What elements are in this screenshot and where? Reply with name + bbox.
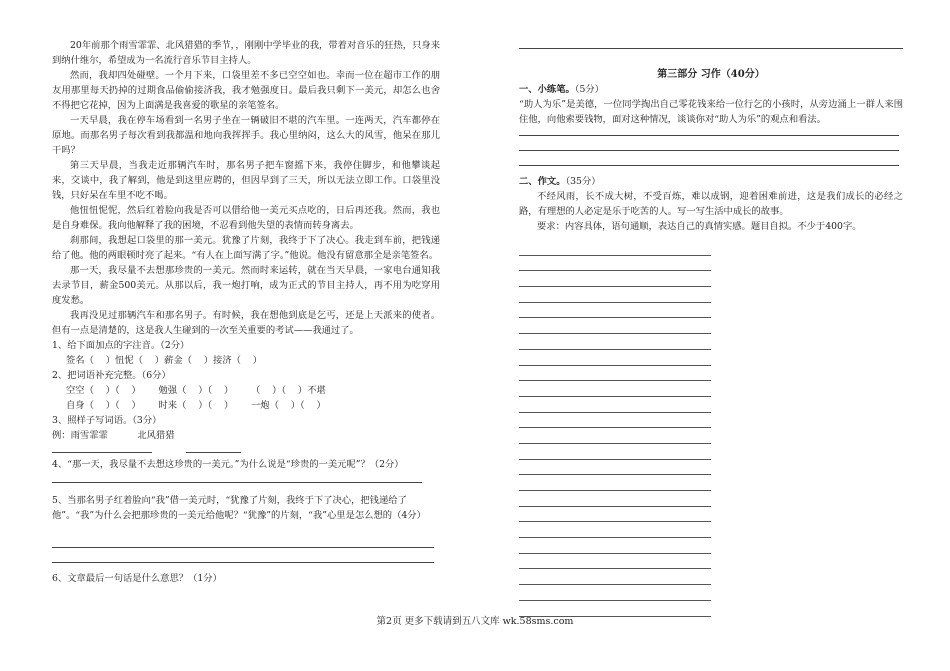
composition-line[interactable] (519, 271, 711, 287)
composition-line[interactable] (519, 460, 711, 476)
story-paragraph-4: 第三天早晨，当我走近那辆汽车时，那名男子把车窗摇下来，我停住脚步，和他攀谈起来，交谈中，我了解到，他是到这里应聘的，但因早到了三天，所以无法立即工作。口袋里没钱，只好呆在车里不吃不喝。 (52, 160, 440, 201)
composition-line[interactable] (519, 350, 711, 366)
question-2-blanks-row-2[interactable]: 自身（ ）（ ） 时来（ ）（ ） 一炮（ ）（ ） (66, 400, 326, 411)
composition-line[interactable] (519, 397, 711, 413)
composition-line[interactable] (519, 413, 711, 429)
question-3-example: 例：雨雪霏霏 北风猎猎 (52, 430, 175, 441)
exercise-2-score: （35分） (565, 176, 601, 187)
page-footer: 第2页 更多下载请到五八文库 wk.58sms.com (376, 616, 574, 627)
question-4: 4、“那一天，我尽量不去想这珍贵的一美元。”为什么说是“珍贵的一美元呢”？（2分） (52, 459, 404, 470)
question-3-answer-lines[interactable] (52, 443, 440, 453)
question-1-blanks[interactable]: 签名（ ）忸怩（ ）薪金（ ）接济（ ） (66, 355, 263, 366)
question-3: 3、照样子写词语。（3分） (52, 415, 162, 426)
story-paragraph-3: 一天早晨，我在停车场看到一名男子坐在一辆破旧不堪的汽车里。一连两天，汽车都停在原地。而那名男子每次看到我都温和地向我挥挥手。我心里纳闷，这么大的风雪，他呆在那儿干吗？ (52, 115, 440, 156)
story-paragraph-5: 他忸忸怩怩，然后红着脸向我是否可以借给他一美元买点吃的，日后再还我。然而，我也是自身难保。我向他解释了我的困境，不忍看到他失望的表情而转身离去。 (52, 205, 440, 231)
question-2-blanks-row-1[interactable]: 空空（ ）（ ） 勉强（ ）（ ） （ ）（ ）不堪 (66, 385, 326, 396)
composition-line[interactable] (519, 522, 711, 538)
composition-line[interactable] (519, 240, 711, 256)
story-paragraph-6: 刹那间，我想起口袋里的那一美元。犹豫了片刻，我终于下了决心。我走到车前，把钱递给了他。他的两眼顿时亮了起来。“有人在上面写满了字。”他说。他没有留意那全是亲笔签名。 (52, 235, 440, 261)
composition-line[interactable] (519, 585, 711, 601)
composition-line[interactable] (519, 554, 711, 570)
composition-line[interactable] (519, 303, 711, 319)
top-answer-line[interactable] (519, 38, 903, 49)
composition-lines[interactable] (519, 240, 903, 617)
question-4-answer-line[interactable] (52, 472, 422, 483)
exercise-1-label: 一、小练笔。 (519, 84, 575, 95)
story-paragraph-2: 然而，我却四处碰壁。一个月下来，口袋里差不多已空空如也。幸而一位在超市工作的朋友用那里每天扔掉的过期食品偷偷接济我，我才勉强度日。最后我只剩下一美元，却怎么也舍不得把它花掉，因为上面满是我喜爱的歌星的亲笔签名。 (52, 70, 440, 111)
question-1: 1、给下面加点的字注音。（2分） (52, 340, 190, 351)
composition-line[interactable] (519, 507, 711, 523)
answer-line[interactable] (52, 443, 152, 453)
exercise-2-label: 二、作文。 (519, 176, 566, 187)
left-column (52, 38, 440, 586)
composition-line[interactable] (519, 334, 711, 350)
composition-line[interactable] (519, 318, 711, 334)
exercise-1-answer-line[interactable] (519, 136, 899, 151)
exercise-1-answer-line[interactable] (519, 127, 899, 136)
answer-line[interactable] (186, 443, 241, 453)
exercise-2-prompt: 不经风雨，长不成大树，不受百炼，难以成钢，迎着困难前进，这是我们成长的必经之路，有理想的人必定是乐于吃苦的人。写一写生活中成长的故事。 (519, 191, 903, 217)
exercise-1-score: （5分） (574, 84, 604, 95)
exercise-1-answer-line[interactable] (519, 151, 899, 166)
composition-line[interactable] (519, 366, 711, 382)
composition-line[interactable] (519, 538, 711, 554)
question-5: 5、当那名男子红着脸向“我”借一美元时，“犹豫了片刻，我终于下了决心，把钱递给了他”。“我”为什么会把那珍贵的一美元给他呢？“犹豫”的片刻，“我”心里是怎么想的（4分） (52, 495, 426, 521)
exercise-1-heading (519, 82, 903, 97)
composition-line[interactable] (519, 569, 711, 585)
part-3-title: 第三部分 习作（40分） (657, 69, 765, 80)
question-5-answer-line-2[interactable] (52, 548, 434, 563)
question-6: 6、文章最后一句话是什么意思？（1分） (52, 573, 222, 584)
composition-line[interactable] (519, 491, 711, 507)
question-2: 2、把词语补充完整。（6分） (52, 370, 171, 381)
composition-line[interactable] (519, 428, 711, 444)
composition-line[interactable] (519, 444, 711, 460)
right-column (519, 38, 903, 617)
story-paragraph-8: 我再没见过那辆汽车和那名男子。有时候，我在想他到底是乞丐，还是上天派来的使者。但有一点是清楚的，这是我人生碰到的一次至关重要的考试——我通过了。 (52, 310, 440, 336)
composition-line[interactable] (519, 256, 711, 272)
exercise-2-requirements: 要求：内容具体，语句通顺，表达自己的真情实感。题目自拟。不少于400字。 (537, 221, 862, 232)
story-paragraph-7: 那一天，我尽量不去想那珍贵的一美元。然而时来运转，就在当天早晨，一家电台通知我去录节目，薪金500美元。从那以后，我一炮打响，成为正式的节目主持人，再不用为吃穿用度发愁。 (52, 265, 440, 306)
composition-line[interactable] (519, 287, 711, 303)
question-5-answer-line-1[interactable] (52, 523, 434, 548)
composition-line[interactable] (519, 475, 711, 491)
composition-line[interactable] (519, 381, 711, 397)
story-paragraph-1: 20年前那个雨雪霏霏、北风猎猎的季节，，刚刚中学毕业的我，带着对音乐的狂热，只身来到纳什维尔，希望成为一名流行音乐节目主持人。 (52, 40, 440, 66)
exercise-2-heading (519, 174, 903, 189)
exercise-1-prompt: “助人为乐”是美德，一位同学掏出自己零花钱来给一位行乞的小孩时，从旁边涌上一群人来围住他，向他索要钱物，面对这种情况，谈谈你对“助人为乐”的观点和看法。 (519, 99, 903, 125)
